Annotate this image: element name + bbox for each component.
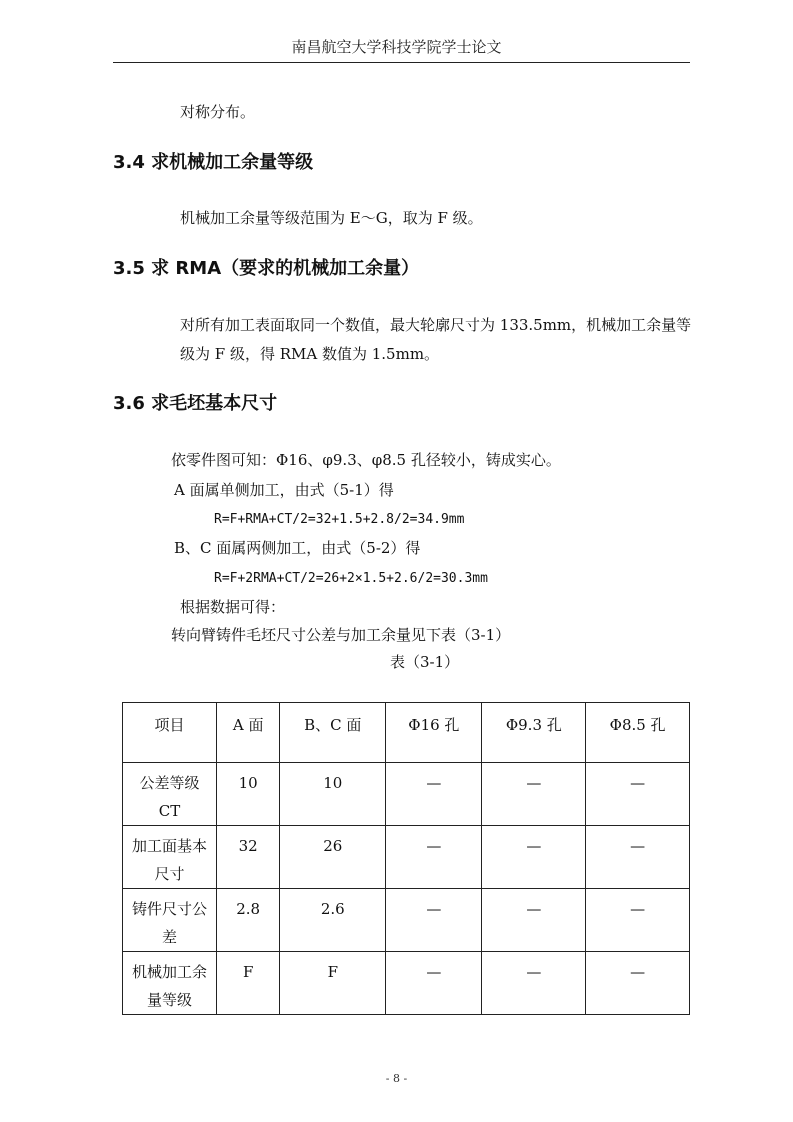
table-cell: —: [482, 889, 586, 952]
formula-2: R=F+2RMA+CT/2=26+2×1.5+2.6/2=30.3mm: [214, 571, 488, 586]
row-label-line: 尺寸: [154, 865, 185, 883]
row-label-line: CT: [158, 802, 181, 820]
table-row-label: [123, 889, 217, 952]
page-number: - 8 -: [385, 1072, 408, 1085]
table-cell: 10: [217, 763, 280, 826]
table-caption: 表（3-1）: [390, 653, 460, 671]
paragraph-3-4: 机械加工余量等级范围为 E～G，取为 F 级。: [180, 209, 483, 227]
table-row: [123, 826, 690, 889]
table-header-cell: 项目: [123, 703, 217, 763]
table-cell: F: [217, 952, 280, 1015]
paragraph-3-5-line1: 对所有加工表面取同一个数值，最大轮廓尺寸为 133.5mm，机械加工余量等: [180, 316, 692, 334]
table-cell: —: [386, 826, 482, 889]
section-heading-3-5: 3.5 求 RMA（要求的机械加工余量）: [113, 258, 420, 279]
table-header-cell: Φ16 孔: [386, 703, 482, 763]
table-cell: F: [280, 952, 386, 1015]
table-cell: 10: [280, 763, 386, 826]
paragraph-3-6-line2: A 面属单侧加工，由式（5-1）得: [174, 481, 394, 499]
table-header-cell: Φ9.3 孔: [482, 703, 586, 763]
table-cell: —: [586, 826, 690, 889]
section-heading-3-6: 3.6 求毛坯基本尺寸: [113, 393, 278, 414]
row-label-line: 量等级: [146, 991, 192, 1009]
page-header: 南昌航空大学科技学院学士论文: [291, 38, 502, 56]
table-cell: —: [482, 826, 586, 889]
paragraph-3-6-line3: B、C 面属两侧加工，由式（5-2）得: [174, 539, 421, 557]
table-header-cell: Φ8.5 孔: [586, 703, 690, 763]
table-cell: —: [386, 952, 482, 1015]
table-row: [123, 889, 690, 952]
table-cell: —: [386, 763, 482, 826]
table-cell: 32: [217, 826, 280, 889]
formula-1: R=F+RMA+CT/2=32+1.5+2.8/2=34.9mm: [214, 512, 465, 527]
paragraph-3-6-line5: 转向臂铸件毛坯尺寸公差与加工余量见下表（3-1）: [171, 626, 511, 644]
table-cell: —: [386, 889, 482, 952]
paragraph-3-5-line2: 级为 F 级，得 RMA 数值为 1.5mm。: [180, 345, 440, 363]
table-cell: —: [586, 763, 690, 826]
section-heading-3-4: 3.4 求机械加工余量等级: [113, 152, 314, 173]
row-label-line: 公差等级: [139, 774, 200, 792]
table-header-cell: B、C 面: [280, 703, 386, 763]
paragraph-prev: 对称分布。: [180, 103, 256, 121]
table-cell: —: [586, 952, 690, 1015]
table-cell: —: [482, 952, 586, 1015]
paragraph-3-6-line4: 根据数据可得：: [180, 598, 286, 616]
table-header-row: [123, 703, 690, 763]
table-row-label: [123, 826, 217, 889]
row-label-line: 差: [161, 928, 177, 946]
row-label-line: 铸件尺寸公: [131, 900, 207, 918]
table-cell: —: [482, 763, 586, 826]
row-label-line: 加工面基本: [131, 837, 207, 855]
data-table: [122, 702, 690, 1015]
paragraph-3-6-line1: 依零件图可知：Φ16、φ9.3、φ8.5 孔径较小，铸成实心。: [171, 451, 561, 469]
table-cell: 26: [280, 826, 386, 889]
table-row-label: [123, 952, 217, 1015]
table-cell: 2.6: [280, 889, 386, 952]
table-row: [123, 763, 690, 826]
table-row: [123, 952, 690, 1015]
table-cell: 2.8: [217, 889, 280, 952]
table-row-label: [123, 763, 217, 826]
row-label-line: 机械加工余: [131, 963, 207, 981]
table-cell: —: [586, 889, 690, 952]
table-header-cell: A 面: [217, 703, 280, 763]
header-divider: [113, 62, 690, 63]
